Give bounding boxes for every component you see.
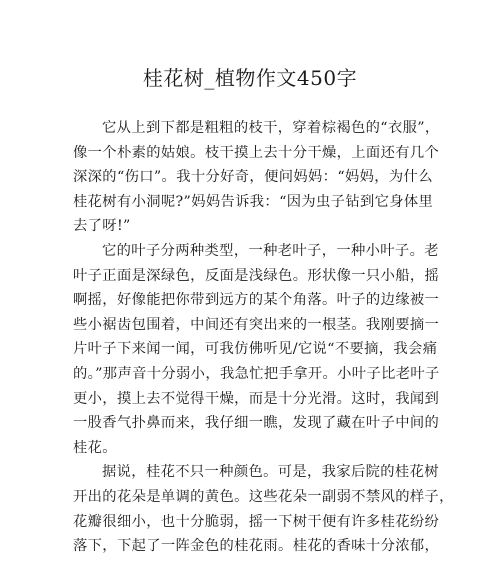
paragraph-2-line-9: 桂花。 [73, 439, 117, 456]
paragraph-1-line-3: 深深的“伤口”。我十分好奇，便问妈妈：“妈妈，为什么 [73, 169, 433, 186]
page-title: 桂花树_植物作文450字 [142, 66, 358, 90]
paragraph-1-line-2: 像一个朴素的姑娘。枝干摸上去十分干燥，上面还有几个 [73, 144, 440, 161]
paragraph-2-line-7: 更小，摸上去不觉得干燥，而是十分光滑。这时，我闻到 [73, 390, 440, 407]
paragraph-2-line-5: 片叶子下来闻一闻，可我仿佛听见/它说“不要摘，我会痛 [73, 341, 438, 358]
paragraph-3-line-4: 落下，下起了一阵金色的桂花雨。桂花的香味十分浓郁， [73, 538, 440, 555]
paragraph-2-line-2: 叶子正面是深绿色，反面是浅绿色。形状像一只小船，摇 [73, 267, 440, 284]
paragraph-2-line-6: 的。”那声音十分弱小，我急忙把手拿开。小叶子比老叶子 [73, 365, 440, 382]
paragraph-2-line-1: 它的叶子分两种类型，一种老叶子，一种小叶子。老 [102, 242, 439, 259]
paragraph-2-line-3: 啊摇，好像能把你带到远方的某个角落。叶子的边缘被一 [73, 292, 440, 309]
paragraph-3-line-3: 花瓣很细小，也十分脆弱，摇一下树干便有许多桂花纷纷 [73, 513, 440, 530]
paragraph-3-line-1: 据说，桂花不只一种颜色。可是，我家后院的桂花树 [102, 464, 439, 481]
paragraph-2-line-8: 一股香气扑鼻而来，我仔细一瞧，发现了藏在叶子中间的 [73, 415, 440, 432]
article-body [73, 116, 454, 559]
paragraph-1-line-1: 它从上到下都是粗粗的枝干，穿着棕褐色的“衣服”， [102, 120, 440, 136]
paragraph-3-line-2: 开出的花朵是单调的黄色。这些花朵一副弱不禁风的样子， [73, 488, 454, 505]
paragraph-1-line-4: 桂花树有小洞呢?”妈妈告诉我：“因为虫子钻到它身体里 [73, 193, 434, 210]
paragraph-1-line-5: 去了呀!” [73, 218, 131, 235]
paragraph-2-line-4: 些小裾齿包围着，中间还有突出来的一根茎。我刚要摘一 [73, 316, 440, 333]
